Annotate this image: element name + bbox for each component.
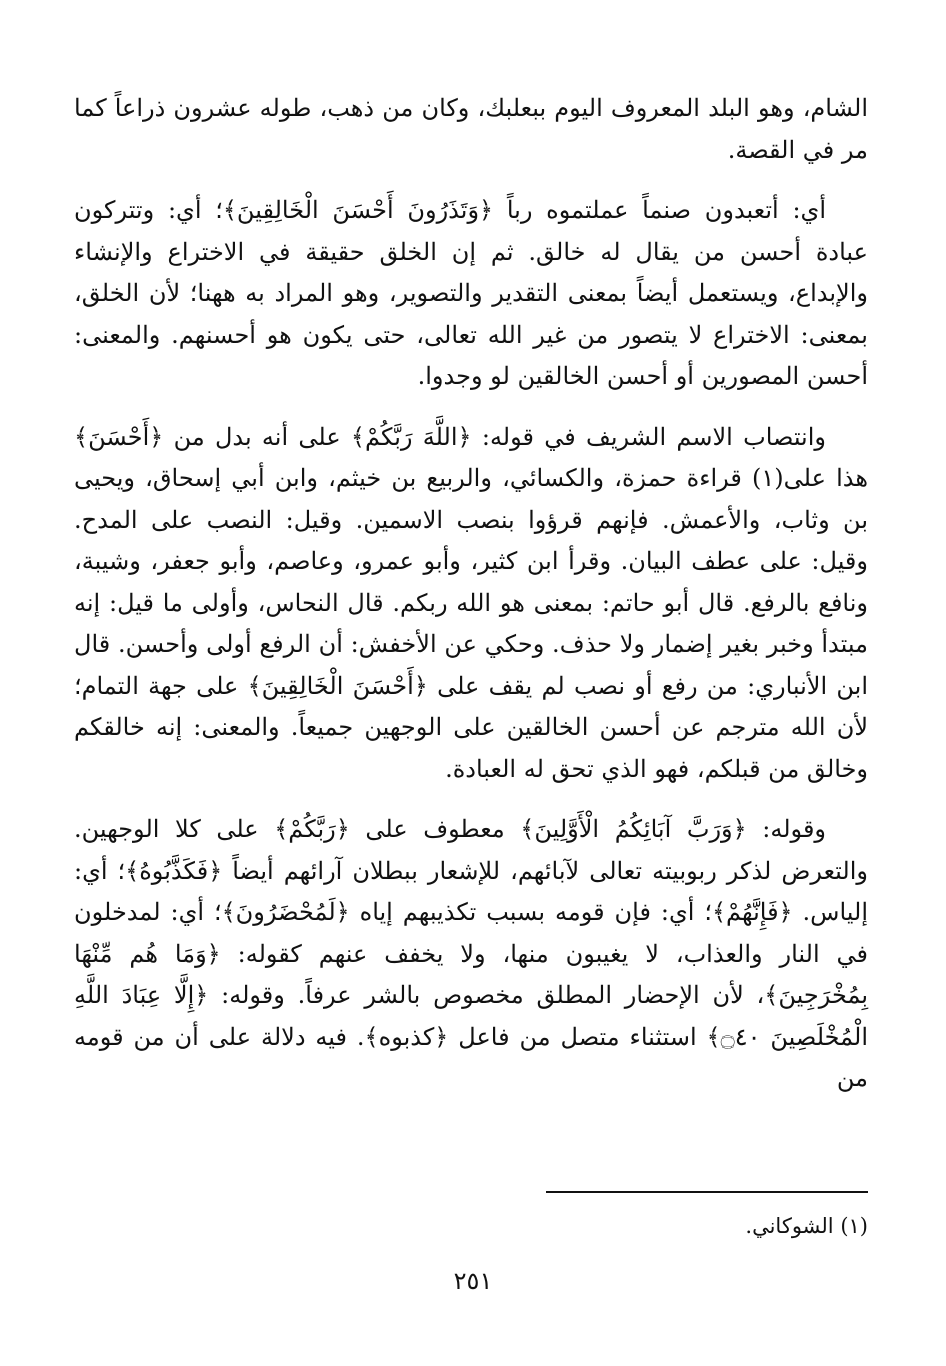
paragraph-4: وقوله: ﴿وَرَبَّ آبَائِكُمُ الْأَوَّلِينَ﴾ معطوف على ﴿رَبَّكُمْ﴾ على كلا الوجهين. والتعرض لذكر ربوبيته تعالى لآبائهم، للإشعار ببطلان آرائهم أيضاً ﴿فَكَذَّبُوهُ﴾؛ أي: إلياس. ﴿فَإِنَّهُمْ﴾؛ أي: فإن قومه بسبب تكذيبهم إياه ﴿لَمُحْضَرُونَ﴾؛ أي: لمدخلون في النار والعذاب، لا يغيبون منها، ولا يخفف عنهم كقوله: ﴿وَمَا هُم مِّنْهَا بِمُخْرَجِينَ﴾، لأن الإحضار المطلق مخصوص بالشر عرفاً. وقوله: ﴿إِلَّا عِبَادَ اللَّهِ الْمُخْلَصِينَ ۝٤٠﴾ استثناء متصل من فاعل ﴿كذبوه﴾. فيه دلالة على أن من قومه من	[74, 815, 869, 1092]
footnote: (١) الشوكاني.	[745, 1214, 868, 1238]
footnote-divider	[546, 1191, 868, 1193]
paragraph-1: الشام، وهو البلد المعروف اليوم ببعلبك، وكان من ذهب، طوله عشرون ذراعاً كما مر في القصة.	[74, 94, 868, 164]
main-text	[74, 88, 868, 1100]
paragraph-3: وانتصاب الاسم الشريف في قوله: ﴿اللَّهَ رَبَّكُمْ﴾ على أنه بدل من ﴿أَحْسَنَ﴾ هذا على(١) قراءة حمزة، والكسائي، والربيع بن خيثم، وابن أبي إسحاق، ويحيى بن وثاب، والأعمش. فإنهم قرؤوا بنصب الاسمين. وقيل: النصب على المدح. وقيل: على عطف البيان. وقرأ ابن كثير، وأبو عمرو، وعاصم، وأبو جعفر، وشيبة، ونافع بالرفع. قال أبو حاتم: بمعنى هو الله ربكم. قال النحاس، وأولى ما قيل: إنه مبتدأ وخبر بغير إضمار ولا حذف. وحكي عن الأخفش: أن الرفع أولى وأحسن. قال ابن الأنباري: من رفع أو نصب لم يقف على ﴿أَحْسَنَ الْخَالِقِينَ﴾ على جهة التمام؛ لأن الله مترجم عن أحسن الخالقين على الوجهين جميعاً. والمعنى: إنه خالقكم وخالق من قبلكم، فهو الذي تحق له العبادة.	[74, 422, 869, 783]
page-number: ٢٥١	[453, 1267, 493, 1295]
paragraph-2: أي: أتعبدون صنماً عملتموه رباً ﴿وَتَذَرُونَ أَحْسَنَ الْخَالِقِينَ﴾؛ أي: وتتركون عبادة أحسن من يقال له خالق. ثم إن الخلق حقيقة في الاختراع والإنشاء والإبداع، ويستعمل أيضاً بمعنى التقدير والتصوير، وهو المراد به ههنا؛ لأن الخلق، بمعنى: الاختراع لا يتصور من غير الله تعالى، حتى يكون هو أحسنهم. والمعنى: أحسن المصورين أو أحسن الخالقين لو وجدوا.	[74, 196, 869, 390]
